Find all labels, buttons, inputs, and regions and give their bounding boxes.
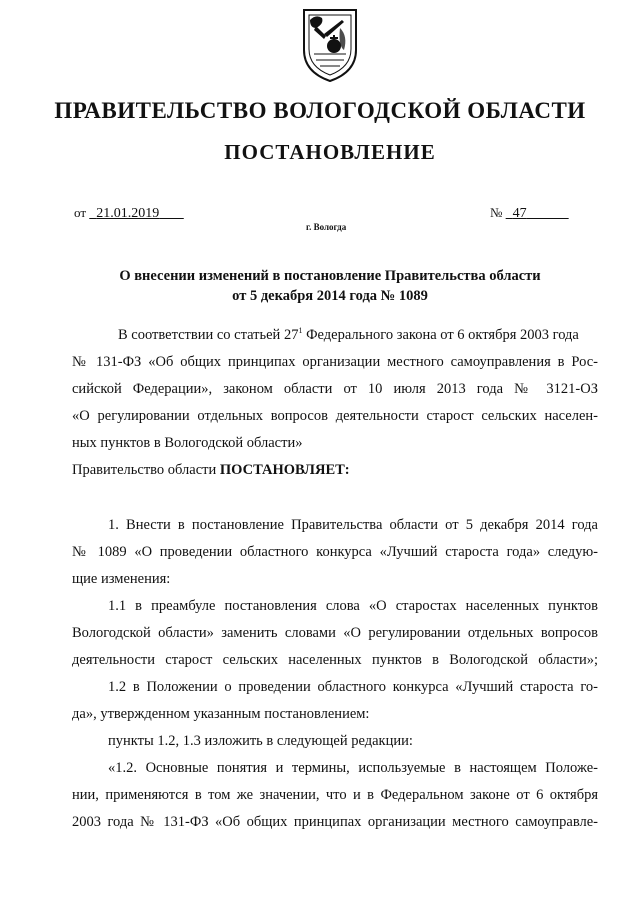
text-line: № 1089 «О проведении областного конкурса «Лучший староста года» следую- — [72, 544, 598, 560]
document-date — [74, 205, 184, 222]
date-prefix: от — [74, 205, 87, 220]
text-line: деятельности старост сельских населенных пунктов в Вологодской области»; — [72, 652, 598, 668]
vologda-coat-of-arms-icon — [300, 6, 360, 84]
document-type: ПОСТАНОВЛЕНИЕ — [224, 140, 436, 164]
text-line: 2003 года № 131-ФЗ «Об общих принципах организации местного самоуправле- — [72, 814, 598, 830]
heading-line: О внесении изменений в постановление Правительства области — [119, 268, 541, 284]
number-value: 47 — [512, 206, 527, 221]
text-line: ных пунктов в Вологодской области» — [72, 435, 303, 451]
text-line: 1. Внести в постановление Правительства области от 5 декабря 2014 года — [108, 517, 598, 533]
text-line: 1.2 в Положении о проведении областного конкурса «Лучший староста го- — [108, 679, 598, 695]
text-line: В соответствии со статьей $27^1$ Федерального закона от 6 октября 2003 года — [118, 326, 579, 343]
document-heading — [60, 266, 600, 306]
organization-title: ПРАВИТЕЛЬСТВО ВОЛОГОДСКОЙ ОБЛАСТИ — [54, 98, 586, 123]
document-number — [490, 205, 569, 222]
text-line: № 131-ФЗ «Об общих принципах организации местного самоуправления в Рос- — [72, 354, 598, 370]
number-prefix: № — [490, 205, 503, 220]
text-line: «1.2. Основные понятия и термины, используемые в настоящем Положе- — [108, 760, 598, 776]
city: г. Вологда — [306, 222, 347, 232]
text-line: пункты 1.2, 1.3 изложить в следующей редакции: — [108, 733, 413, 749]
text-line: сийской Федерации», законом области от 10 июля 2013 года № 3121-ОЗ — [72, 381, 598, 397]
text-line: 1.1 в преамбуле постановления слова «О старостах населенных пунктов — [108, 598, 598, 614]
text-line: да», утвержденном указанным постановлением: — [72, 706, 370, 722]
text-line: «О регулировании отдельных вопросов деятельности старост сельских населен- — [72, 408, 598, 424]
date-value: 21.01.2019 — [96, 206, 160, 221]
text-line: Вологодской области» заменить словами «О регулировании отдельных вопросов — [72, 625, 598, 641]
heading-line: от 5 декабря 2014 года № 1089 — [232, 288, 428, 304]
resolve-line: Правительство области ПОСТАНОВЛЯЕТ: — [72, 462, 350, 478]
text-line: нии, применяются в том же значении, что и в Федеральном законе от 6 октября — [72, 787, 598, 803]
text-line: щие изменения: — [72, 571, 171, 587]
